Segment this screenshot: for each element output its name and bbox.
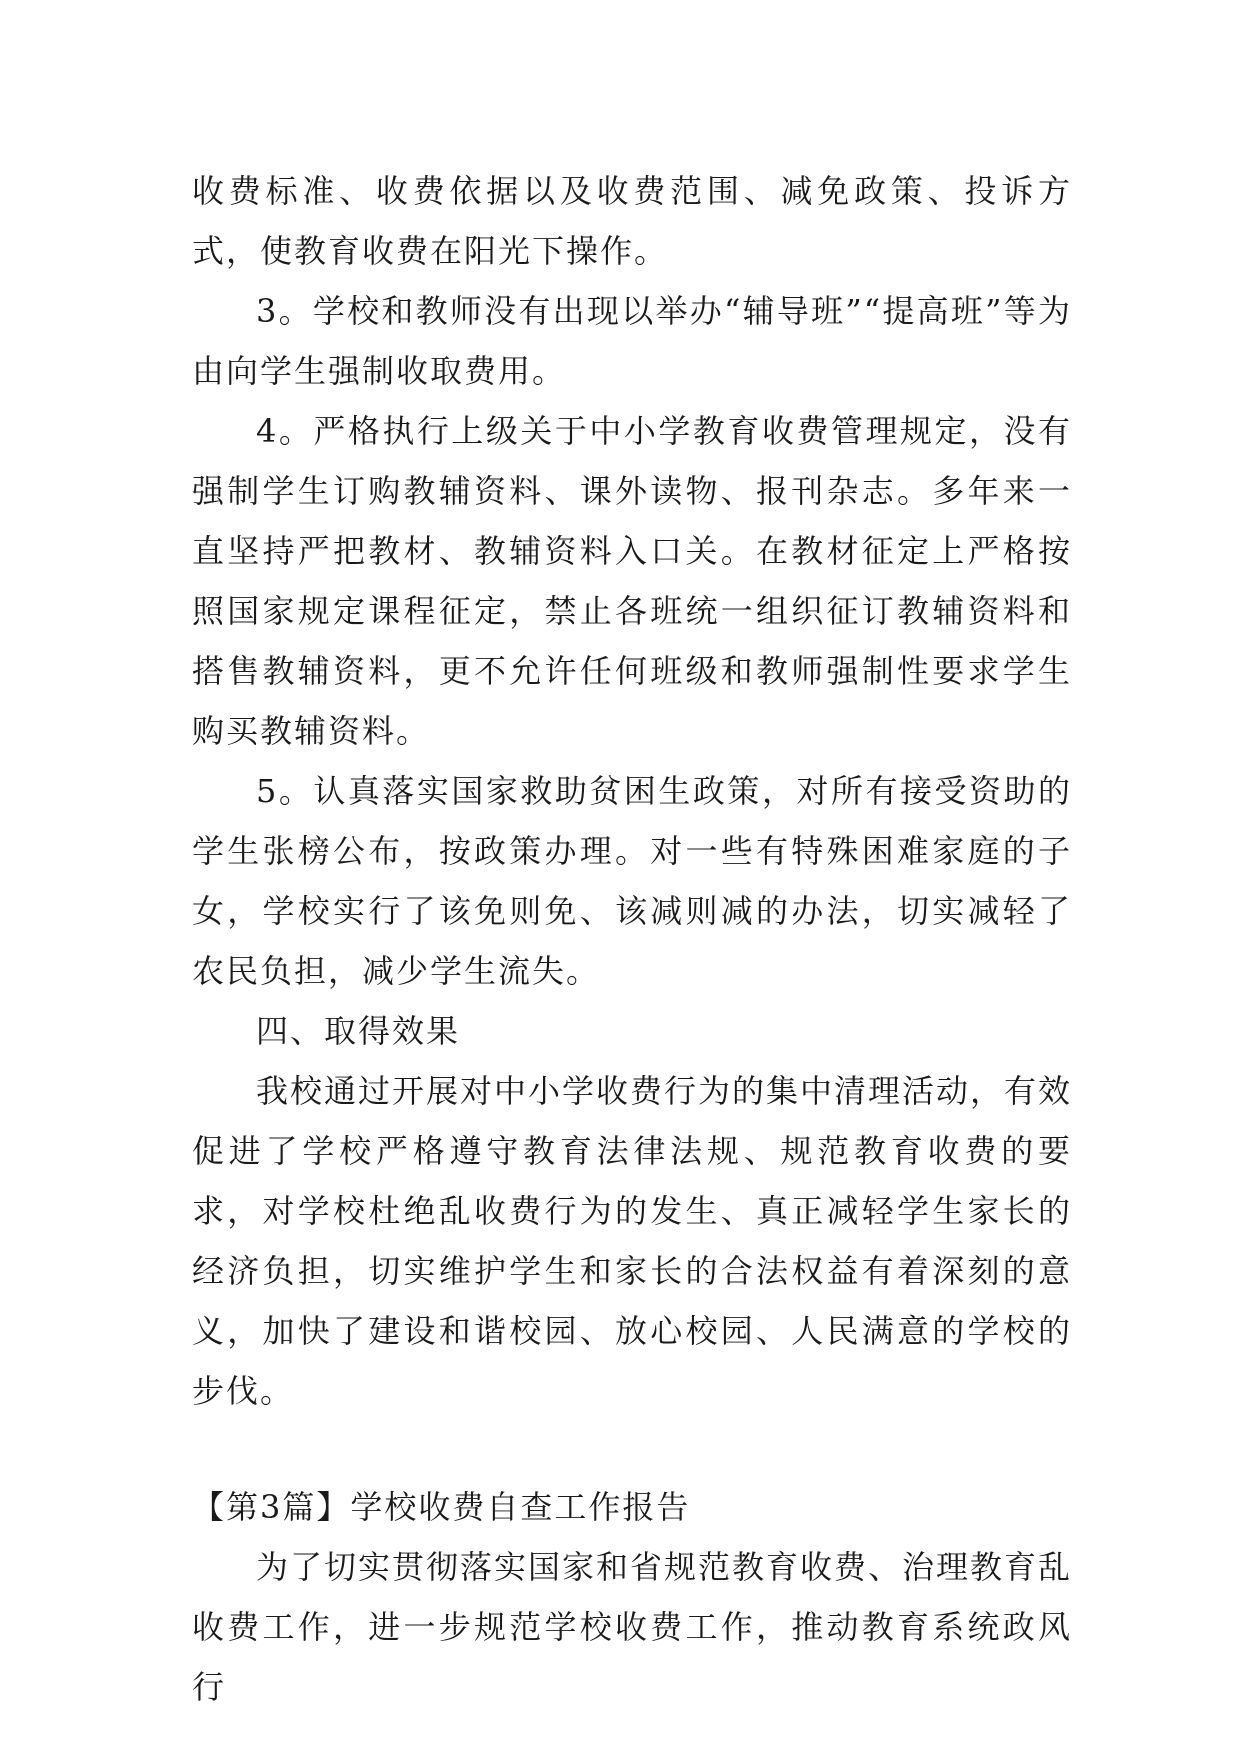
paragraph-item-4: 4。严格执行上级关于中小学教育收费管理规定，没有强制学生订购教辅资料、课外读物、报刊杂志。多年来一直坚持严把教材、教辅资料入口关。在教材征定上严格按照国家规定课程征定，禁止各班统一组织征订教辅资料和搭售教辅资料，更不允许任何班级和教师强制性要求学生购买教辅资料。 xyxy=(192,412,1072,750)
paragraph-item-3: 3。学校和教师没有出现以举办“辅导班”“提高班”等为由向学生强制收取费用。 xyxy=(192,292,1072,390)
section-spacer xyxy=(192,1421,1072,1477)
section-heading-results: 四、取得效果 xyxy=(256,1012,461,1050)
document-body xyxy=(192,161,1072,1717)
paragraph-item-5: 5。认真落实国家救助贫困生政策，对所有接受资助的学生张榜公布，按政策办理。对一些有特殊困难家庭的子女，学校实行了该免则免、该减则减的办法，切实减轻了农民负担，减少学生流失。 xyxy=(192,772,1072,990)
paragraph-results: 我校通过开展对中小学收费行为的集中清理活动，有效促进了学校严格遵守教育法律法规、规范教育收费的要求，对学校杜绝乱收费行为的发生、真正减轻学生家长的经济负担，切实维护学生和家长的合法权益有着深刻的意义，加快了建设和谐校园、放心校园、人民满意的学校的步伐。 xyxy=(192,1072,1073,1410)
paragraph-fee-publicity: 收费标准、收费依据以及收费范围、减免政策、投诉方式，使教育收费在阳光下操作。 xyxy=(192,172,1072,270)
paragraph-intro: 为了切实贯彻落实国家和省规范教育收费、治理教育乱收费工作，进一步规范学校收费工作，推动教育系统政风行 xyxy=(192,1548,1073,1706)
article-heading: 【第3篇】学校收费自查工作报告 xyxy=(192,1488,691,1526)
